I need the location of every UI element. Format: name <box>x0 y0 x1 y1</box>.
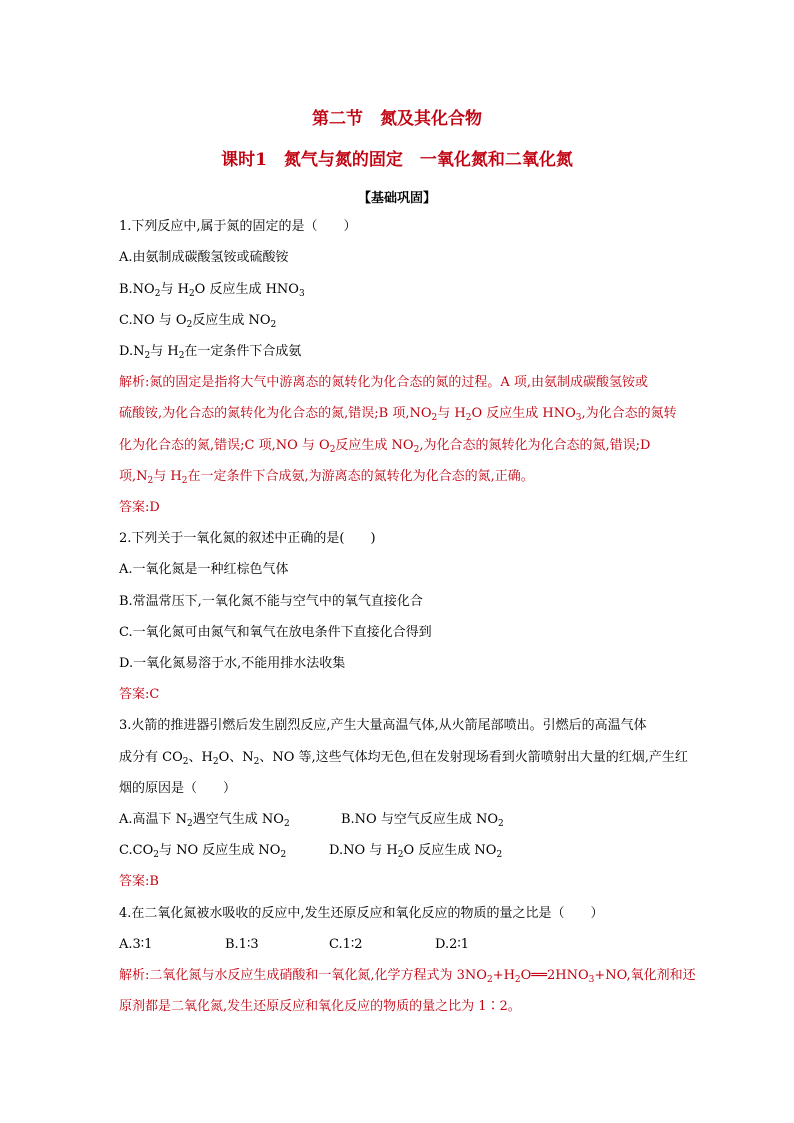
q4-option-d: D.2∶1 <box>435 937 470 952</box>
q1-answer: 答案:D <box>119 500 160 515</box>
lesson-title: 课时1 氮气与氮的固定 一氧化氮和二氧化氮 <box>221 150 573 170</box>
section-heading: 【基础巩固】 <box>357 191 436 206</box>
q1-option-d: $D.N_2$与 $H_2$在一定条件下合成氨 <box>119 344 302 361</box>
q3-stem-line2: 成分有 $CO_2$、$H_2O$、$N_2$、NO 等,这些气体均无色,但在发射现场看到火箭喷射出大量的红烟,产生红 <box>119 750 688 767</box>
q4-option-a: A.3∶1 <box>119 937 153 952</box>
q3-stem-line1: 3.火箭的推进器引燃后发生剧烈反应,产生大量高温气体,从火箭尾部喷出。引燃后的高温气体 <box>119 718 647 733</box>
q4-option-c: C.1∶2 <box>329 937 363 952</box>
q1-explanation-line3: 化为化合态的氮,错误;C 项,NO 与 $O_2$反应生成 $NO_2$,为化合态的氮转化为化合态的氮,错误;D <box>119 438 651 455</box>
q1-option-a: A.由氨制成碳酸氢铵或硫酸铵 <box>119 250 289 265</box>
q1-explanation-line2: 硫酸铵,为化合态的氮转化为化合态的氮,错误;B 项$,NO_2$与 $H_2O$ 反应生成 $HNO_3$,为化合态的氮转 <box>119 406 677 423</box>
q2-answer: 答案:C <box>119 687 160 702</box>
q2-option-a: A.一氧化氮是一种红棕色气体 <box>119 562 289 577</box>
q1-explanation-line4: 项$,N_2$与 $H_2$在一定条件下合成氨,为游离态的氮转化为化合态的氮,正确。 <box>119 469 534 486</box>
q3-option-d: D.NO 与 $H_2O$ 反应生成 $NO_2$ <box>329 843 503 860</box>
q4-explanation-line2: 原剂都是二氧化氮,发生还原反应和氧化反应的物质的量之比为 1∶2。 <box>119 999 521 1014</box>
q4-options <box>119 937 699 953</box>
q2-option-b: B.常温常压下,一氧化氮不能与空气中的氧气直接化合 <box>119 594 423 609</box>
q3-options-row2 <box>119 843 699 859</box>
equals-sign: ══ <box>531 968 547 983</box>
chapter-title: 第二节 氮及其化合物 <box>312 109 482 129</box>
q1-stem: 1.下列反应中,属于氮的固定的是（ ） <box>119 219 357 234</box>
q3-option-a: A.高温下 $N_2$遇空气生成 $NO_2$ <box>119 812 290 829</box>
q4-option-b: B.1∶3 <box>225 937 259 952</box>
q3-stem-line3: 烟的原因是（ ） <box>119 781 237 796</box>
q1-option-b: $B.NO_2$与 $H_2O$ 反应生成 $HNO_3$ <box>119 282 305 299</box>
q3-options-row1 <box>119 812 699 828</box>
q2-option-d: D.一氧化氮易溶于水,不能用排水法收集 <box>119 656 346 671</box>
q3-answer: 答案:B <box>119 874 159 889</box>
q4-explanation-line1: 解析:二氧化氮与水反应生成硝酸和一氧化氮,化学方程式为 $3NO_2+H_2O══2HNO_3+NO$,氧化剂和还 <box>119 968 696 985</box>
q3-option-c: $C.CO_2$与 NO 反应生成 $NO_2$ <box>119 843 287 860</box>
q3-option-b: B.NO 与空气反应生成 $NO_2$ <box>341 812 504 829</box>
q4-stem: 4.在二氧化氮被水吸收的反应中,发生还原反应和氧化反应的物质的量之比是（ ） <box>119 906 604 921</box>
q1-option-c: C.NO 与 $O_2$反应生成 $NO_2$ <box>119 313 277 330</box>
q2-stem: 2.下列关于一氧化氮的叙述中正确的是( ) <box>119 531 376 546</box>
q2-option-c: C.一氧化氮可由氮气和氧气在放电条件下直接化合得到 <box>119 625 432 640</box>
q1-explanation-line1: 解析:氮的固定是指将大气中游离态的氮转化为化合态的氮的过程。A 项,由氨制成碳酸氢铵或 <box>119 375 649 390</box>
